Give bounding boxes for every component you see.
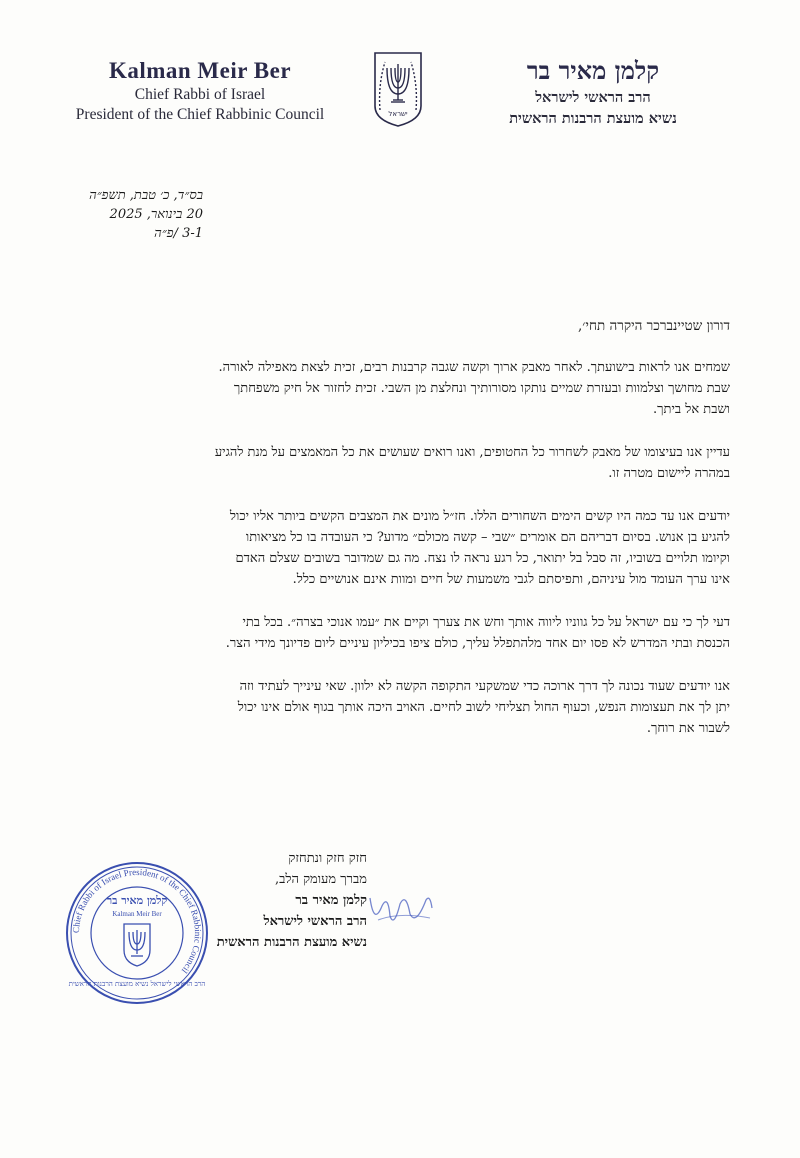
letterhead-he-name: קלמן מאיר בר (526, 56, 660, 85)
paragraph-4 (62, 612, 730, 654)
closing-block (217, 848, 367, 953)
paragraph-line: יתן לך את תעצומות הנפש, וכעוף החול תצליחי לשוב לחיים. האויב היכה אותך בגוף אולם אינו יכול (237, 700, 730, 715)
greeting: דורון שטיינברכר היקרה תחי׳, (578, 318, 730, 334)
paragraph-line: לשבור את רוחך. (646, 721, 730, 736)
letterhead-en-name: Kalman Meir Ber (108, 58, 292, 83)
paragraph-line: שבת מחושך וצלמוות ובעזרת שמיים נותקו מסורותיך ונחלצת מן השבי. זכית לחזור אל חיק משפחתך (233, 381, 730, 396)
paragraph-2 (62, 442, 730, 484)
signer-name: קלמן מאיר בר (295, 893, 367, 908)
svg-text:ישראל: ישראל (388, 110, 408, 118)
letterhead-he-title: הרב הראשי לישראל (535, 89, 651, 106)
paragraph-line: אינו ערך העומד מול עיניהם, ותפיסתם לגבי משמעות של חיים ומוות אינם אנושיים כלל. (292, 572, 730, 587)
reference-number: 3-1 /פ״ה (154, 226, 203, 241)
paragraph-line: אנו יודעים שעוד נכונה לך דרך ארוכה כדי שמשקעי התקופה הקשה לא ילוון. שאי עינייך לעתיד וזה (239, 679, 730, 694)
paragraph-line: הכנסת ובתי המדרש לא פסו יום אחד מלהתפלל עליך, כולם ציפו בכיליון עיניים ליום פדיונך מידי הצר. (225, 636, 730, 651)
signer-title: הרב הראשי לישראל (263, 914, 367, 929)
gregorian-date: 20 בינואר, 2025 (109, 207, 203, 222)
paragraph-line: וקיומו תלויים בשוביו, זה סבל בל יתואר, כל רגע נראה לו נצח. מה גם שמדובר בשובים שצלם האדם (235, 551, 730, 566)
signer-role: נשיא מועצת הרבנות הראשית (216, 935, 367, 950)
menorah-emblem-icon (371, 50, 425, 128)
date-block (89, 186, 203, 243)
paragraph-1 (62, 357, 730, 420)
svg-text:Chief Rabbi of Israel Presiden: Chief Rabbi of Israel President of the Chief Rabbinic Council (70, 866, 204, 976)
handwritten-signature-icon (360, 886, 440, 936)
letterhead-english (60, 58, 340, 124)
hebrew-date: בס״ד, כ׳ טבת, תשפ״ה (89, 188, 203, 203)
paragraph-line: שמחים אנו לראות בישועתך. לאחר מאבק ארוך וקשה שגבה קרבנות רבים, זכית לצאת מאפילה לאורה. (218, 360, 730, 375)
official-stamp-icon (62, 858, 212, 1008)
paragraph-line: להגיע בן אנוש. בסיום דבריהם הם אומרים ״שבי – קשה מכולם״ מדוע? כי העובדה בו כל מציאותו (245, 530, 730, 545)
letterhead-en-title: Chief Rabbi of Israel (134, 86, 266, 103)
svg-text:קלמן מאיר בר: קלמן מאיר בר (106, 894, 168, 907)
paragraph-3 (62, 506, 730, 590)
paragraph-5 (62, 676, 730, 739)
letter-body (62, 357, 730, 761)
paragraph-line: ושבת אל ביתך. (653, 402, 730, 417)
svg-text:Kalman Meir Ber: Kalman Meir Ber (112, 910, 162, 918)
paragraph-line: במהרה ליישום מטרה זו. (608, 466, 730, 481)
letterhead-en-role: President of the Chief Rabbinic Council (75, 106, 325, 123)
paragraph-line: עדיין אנו בעיצומו של מאבק לשחרור כל החטופים, ואנו רואים שעושים את כל המאמצים על מנת להגיע (214, 445, 730, 460)
letterhead-hebrew (448, 56, 738, 128)
svg-text:הרב הראשי לישראל נשיא מועצת הר: הרב הראשי לישראל נשיא מועצת הרבנות הראשית (68, 980, 206, 988)
closing-blessing: חזק חזק ונתחזק (288, 851, 367, 866)
closing-greeting: מברך מעומק הלב, (274, 872, 367, 887)
letterhead-he-role: נשיא מועצת הרבנות הראשית (509, 110, 677, 127)
paragraph-line: דעי לך כי עם ישראל על כל גווניו ליווה אותך וחש את צערך וקיים את ״עמו אנוכי בצרה״. בכל בתי (242, 615, 730, 630)
paragraph-line: יודעים אנו עד כמה היו קשים הימים השחורים הללו. חז״ל מונים את המצבים הקשים ביותר אליו יכול (229, 509, 730, 524)
